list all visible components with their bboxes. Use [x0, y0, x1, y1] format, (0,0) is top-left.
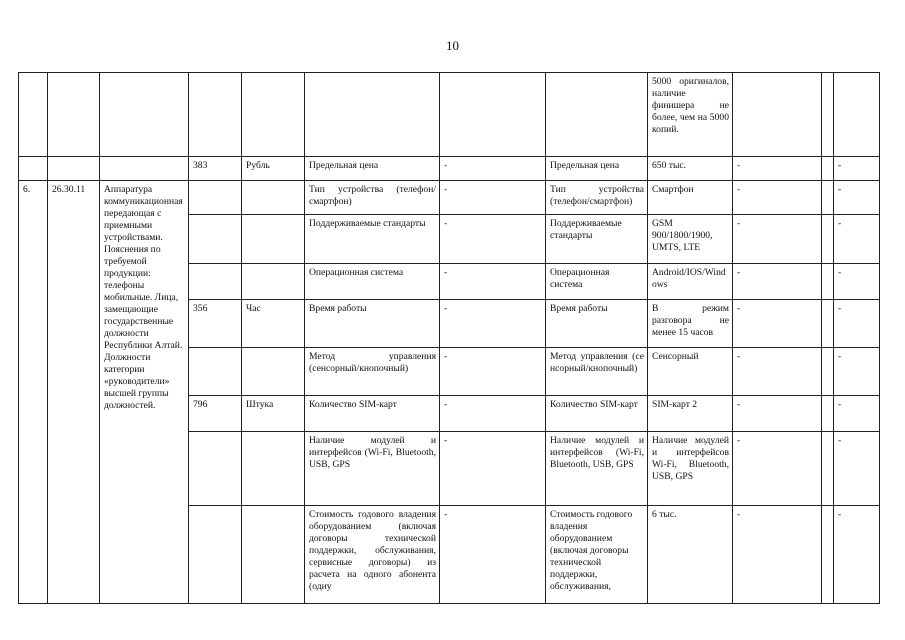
table-row — [19, 181, 880, 215]
cell-okei-code — [189, 73, 242, 157]
cell-char-defined — [546, 73, 648, 157]
cell-value-approved: - — [440, 300, 546, 348]
cell-functional — [822, 181, 834, 215]
cell-value-approved: - — [440, 181, 546, 215]
cell-note: - — [834, 432, 880, 506]
cell-char-approved: Операционная система — [305, 264, 440, 300]
cell-functional — [822, 215, 834, 264]
cell-note: - — [834, 181, 880, 215]
cell-char-approved: Поддерживаемые стандарты — [305, 215, 440, 264]
cell-note: - — [834, 396, 880, 432]
cell-functional — [822, 432, 834, 506]
cell-okpd: 26.30.11 — [48, 181, 100, 604]
cell-char-approved: Наличие модулей и интерфейсов (Wi-Fi, Bluetooth, USB, GPS — [305, 432, 440, 506]
cell-okei-code — [189, 215, 242, 264]
cell-okei-code — [189, 181, 242, 215]
cell-note: - — [834, 348, 880, 396]
cell-justification: - — [733, 215, 822, 264]
cell-justification — [733, 73, 822, 157]
cell-value-approved: - — [440, 506, 546, 604]
cell-note: - — [834, 300, 880, 348]
cell-functional — [822, 300, 834, 348]
cell-char-approved: Количество SIM-карт — [305, 396, 440, 432]
cell-num: 6. — [19, 181, 48, 604]
cell-char-defined: Стоимость годового владения оборудованием (включая договоры технической поддержки, обслуживания, — [546, 506, 648, 604]
cell-char-defined: Предельная цена — [546, 157, 648, 181]
cell-value-approved: - — [440, 264, 546, 300]
cell-char-defined: Метод управления (сенсорный/кнопочный) — [546, 348, 648, 396]
cell-okei-name: Рубль — [242, 157, 305, 181]
page-number: 10 — [446, 38, 459, 53]
cell-justification: - — [733, 300, 822, 348]
cell-value-defined: Сенсорный — [648, 348, 733, 396]
table-row — [19, 157, 880, 181]
table-row — [19, 73, 880, 157]
cell-okei-code: 383 — [189, 157, 242, 181]
requirements-table — [18, 72, 880, 604]
cell-okei-code — [189, 264, 242, 300]
cell-okpd — [48, 73, 100, 157]
cell-char-defined: Наличие модулей и интерфейсов (Wi-Fi, Bluetooth, USB, GPS — [546, 432, 648, 506]
cell-okei-code: 796 — [189, 396, 242, 432]
cell-okei-name — [242, 215, 305, 264]
cell-justification: - — [733, 506, 822, 604]
cell-value-defined: 6 тыс. — [648, 506, 733, 604]
cell-functional — [822, 506, 834, 604]
cell-value-approved — [440, 73, 546, 157]
cell-value-approved: - — [440, 215, 546, 264]
cell-value-defined: 650 тыс. — [648, 157, 733, 181]
cell-justification: - — [733, 157, 822, 181]
cell-value-approved: - — [440, 396, 546, 432]
cell-okei-code: 356 — [189, 300, 242, 348]
cell-value-defined: GSM 900/1800/1900, UMTS, LTE — [648, 215, 733, 264]
cell-functional — [822, 396, 834, 432]
cell-value-approved: - — [440, 157, 546, 181]
cell-value-approved: - — [440, 348, 546, 396]
cell-char-approved — [305, 73, 440, 157]
cell-char-approved: Метод управления (сенсорный/кнопочный) — [305, 348, 440, 396]
cell-justification: - — [733, 181, 822, 215]
cell-okei-name — [242, 264, 305, 300]
cell-okei-name — [242, 73, 305, 157]
cell-char-approved: Время работы — [305, 300, 440, 348]
cell-okei-name: Штука — [242, 396, 305, 432]
cell-name: Аппаратура коммуникационная передающая с приемными устройствами. Пояснения по требуемой продукции: телефоны мобильные. Лица, замещающие государственные должности Республики Алтай. Должности категории «руководители» высшей группы должностей. — [100, 181, 189, 604]
cell-char-defined: Количество SIM-карт — [546, 396, 648, 432]
cell-justification: - — [733, 264, 822, 300]
cell-value-defined: В режим разговора не менее 15 часов — [648, 300, 733, 348]
cell-char-defined: Тип устройства (телефон/смартфон) — [546, 181, 648, 215]
cell-char-defined: Поддерживаемые стандарты — [546, 215, 648, 264]
cell-value-defined: Android/IOS/Windows — [648, 264, 733, 300]
cell-char-approved: Стоимость годового владения оборудованием (включая договоры технической поддержки, обслуживания, сервисные договоры) из расчета на одного абонента (одну — [305, 506, 440, 604]
cell-okei-name — [242, 432, 305, 506]
cell-value-defined: Смартфон — [648, 181, 733, 215]
cell-char-defined: Операционная система — [546, 264, 648, 300]
cell-name — [100, 73, 189, 157]
cell-okei-name — [242, 181, 305, 215]
cell-functional — [822, 73, 834, 157]
cell-justification: - — [733, 432, 822, 506]
cell-value-approved: - — [440, 432, 546, 506]
cell-okei-name — [242, 348, 305, 396]
cell-note: - — [834, 157, 880, 181]
cell-functional — [822, 264, 834, 300]
cell-functional — [822, 348, 834, 396]
cell-char-approved: Предельная цена — [305, 157, 440, 181]
cell-note: - — [834, 215, 880, 264]
cell-justification: - — [733, 396, 822, 432]
cell-note — [834, 73, 880, 157]
cell-char-defined: Время работы — [546, 300, 648, 348]
cell-okei-code — [189, 432, 242, 506]
cell-name — [100, 157, 189, 181]
cell-char-approved: Тип устройства (телефон/смартфон) — [305, 181, 440, 215]
cell-note: - — [834, 264, 880, 300]
cell-okei-name — [242, 506, 305, 604]
cell-num — [19, 157, 48, 181]
cell-value-defined: 5000 оригиналов, наличие финишера не более, чем на 5000 копий. — [648, 73, 733, 157]
cell-note: - — [834, 506, 880, 604]
cell-okei-code — [189, 348, 242, 396]
cell-value-defined: SIM-карт 2 — [648, 396, 733, 432]
cell-okei-name: Час — [242, 300, 305, 348]
cell-justification: - — [733, 348, 822, 396]
cell-value-defined: Наличие модулей и интерфейсов Wi-Fi, Bluetooth, USB, GPS — [648, 432, 733, 506]
cell-okpd — [48, 157, 100, 181]
cell-functional — [822, 157, 834, 181]
cell-okei-code — [189, 506, 242, 604]
cell-num — [19, 73, 48, 157]
